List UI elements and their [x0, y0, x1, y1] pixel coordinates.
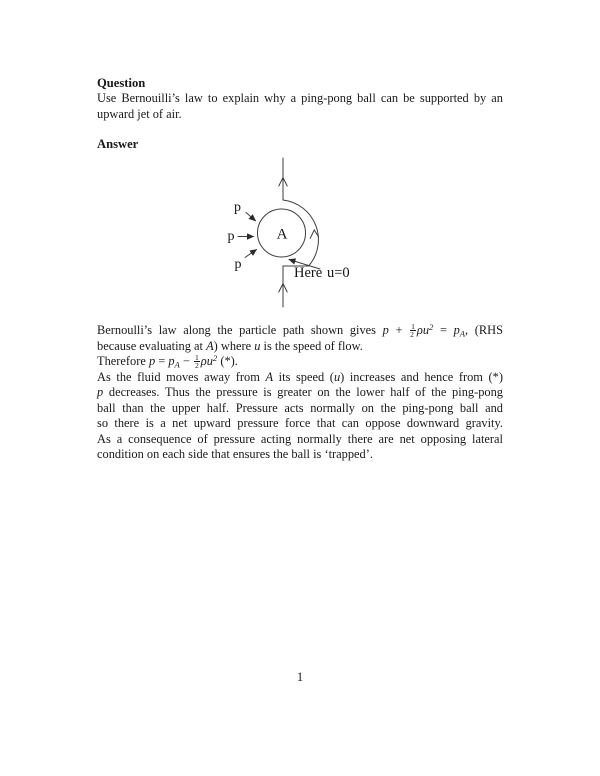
answer-heading: Answer [97, 137, 139, 151]
text-run: upward jet of air. [97, 106, 182, 121]
fraction: $\frac{1}{2}$ [410, 322, 415, 340]
text-run: condition on each side that ensures the ball is ‘trapped’. [97, 447, 373, 462]
text-line [97, 401, 503, 417]
text-line [97, 447, 503, 463]
text-run: Therefore [97, 354, 149, 369]
text-run: u [254, 338, 261, 353]
text-run: is the speed of flow. [260, 338, 363, 353]
text-run: ) increases and hence from (*) [340, 369, 503, 384]
text-run: ρu [200, 354, 213, 369]
text-run: p [97, 385, 104, 400]
text-line [97, 432, 503, 448]
text-run: u [333, 369, 341, 384]
text-run: + [388, 323, 410, 338]
text-run: its speed ( [273, 369, 334, 384]
text-run: ) where [213, 338, 255, 353]
text-run: ball than the upper half. Pressure acts normally on the ping-pong ball and [97, 400, 503, 415]
text-run: A [459, 328, 466, 339]
question-heading: Question [97, 76, 146, 90]
pressure-arrow-bottom [245, 250, 257, 258]
text-run: A [206, 338, 214, 353]
pressure-label-top: p [234, 200, 241, 215]
text-line [97, 385, 503, 401]
text-run: , (RHS [465, 323, 504, 338]
text-run: p [148, 354, 156, 369]
text-line [97, 370, 503, 386]
text-run: ρu [416, 323, 430, 338]
page-number: 1 [296, 670, 304, 684]
text-run: A [265, 369, 274, 384]
text-line [97, 354, 503, 370]
text-run: 2 [429, 322, 434, 333]
text-run: = [433, 323, 454, 338]
text-run: because evaluating at [97, 338, 207, 353]
pressure-arrow-top [246, 213, 256, 221]
text-line [97, 339, 503, 355]
text-run: (*). [217, 354, 238, 369]
text-line [97, 416, 503, 432]
fraction: $\frac{1}{2}$ [194, 353, 199, 371]
text-run: − [179, 354, 193, 369]
text-run: p [453, 323, 460, 338]
pressure-label-middle: p [227, 229, 235, 244]
ball-label: A [276, 226, 288, 243]
text-run: decreases. Thus the pressure is greater on the lower half of the ping-pong [103, 385, 503, 400]
text-line [97, 91, 503, 107]
text-run: p [382, 323, 389, 338]
ping-pong-ball-diagram [198, 150, 403, 312]
velocity-label: u=0 [327, 265, 350, 281]
text-run: = [155, 354, 169, 369]
text-run: A [174, 359, 180, 370]
text-line [97, 323, 503, 339]
text-run: 2 [212, 353, 218, 364]
pressure-label-bottom: p [234, 257, 242, 272]
text-run: so there is a net upward pressure force that can oppose downward gravity. [97, 416, 503, 431]
answer-text [97, 323, 503, 463]
text-run: Use Bernouilli’s law to explain why a ping-pong ball can be supported by an [97, 91, 503, 105]
text-run: Bernoulli’s law along the particle path shown gives [97, 323, 383, 338]
text-run: As a consequence of pressure acting normally there are net opposing lateral [97, 431, 503, 446]
text-line [97, 107, 503, 123]
text-run: p [168, 354, 175, 369]
text-run: As the fluid moves away from [97, 369, 266, 384]
question-text [97, 91, 503, 122]
here-label: Here [294, 265, 323, 281]
